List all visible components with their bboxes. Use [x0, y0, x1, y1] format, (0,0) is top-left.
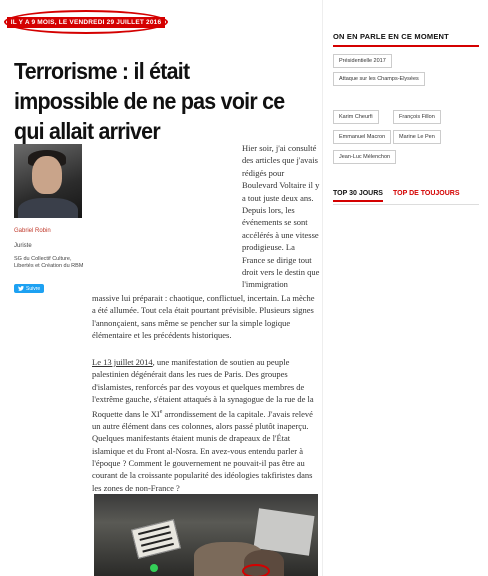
article-paragraph-1-end: massive lui préparait : chaotique, conflictuel, incertain. La mèche a été allumée. Tout cela était pourtant prévisible. Plusieurs signes l'annonçaient, sans même se pencher sur la simple logique élémentaire et les précédents historiques. [92, 293, 315, 341]
tag-marine-le-pen[interactable]: Marine Le Pen [393, 130, 441, 144]
tag-karim-cheurfi[interactable]: Karim Cheurfi [333, 110, 379, 124]
twitter-bird-icon [18, 286, 24, 291]
twitter-follow-button[interactable] [14, 284, 44, 293]
follow-label: Suivre [26, 285, 41, 292]
article-photo [94, 494, 318, 576]
tag-attaque-champs-elysees[interactable]: Attaque sur les Champs-Elysées [333, 72, 425, 86]
date-link[interactable]: Le 13 juillet 2014 [92, 357, 153, 367]
date-badge [4, 10, 168, 34]
author-name-link[interactable]: Gabriel Robin [14, 228, 51, 234]
sidebar [322, 0, 488, 576]
photo-green-light [150, 564, 158, 572]
sidebar-heading: ON EN PARLE EN CE MOMENT [333, 32, 479, 47]
tag-jean-luc-melenchon[interactable]: Jean-Luc Mélenchon [333, 150, 396, 164]
top-tabs [333, 190, 479, 205]
article-paragraph-1-start: Hier soir, j'ai consulté des articles que j'avais rédigés pour Boulevard Voltaire il y a tout juste deux ans. Depuis lors, les événements se sont accélérés à une vitesse prodigieuse. La France se dirige tout droit vers le destin que l'immigration [242, 143, 320, 290]
tag-francois-fillon[interactable]: François Fillon [393, 110, 441, 124]
tab-top-de-toujours[interactable]: TOP DE TOUJOURS [393, 190, 460, 197]
tag-emmanuel-macron[interactable]: Emmanuel Macron [333, 130, 391, 144]
author-role: Juriste [14, 243, 32, 249]
photo-highlight-circle [242, 564, 270, 576]
photo-board [253, 508, 314, 555]
tab-top-30-jours[interactable]: TOP 30 JOURS [333, 190, 383, 202]
date-badge-text: IL Y A 9 MOIS, LE VENDREDI 29 JUILLET 2016 [7, 17, 166, 28]
author-description: SG du Collectif Culture, Libertés et Création du RBM [14, 256, 84, 269]
author-avatar[interactable] [14, 144, 82, 218]
tag-presidentielle[interactable]: Présidentielle 2017 [333, 54, 392, 68]
article-paragraph-2: Le 13 juillet 2014, une manifestation de soutien au peuple palestinien dégénérait dans les rues de Paris. Des groupes d'islamistes, renforcés par des voyous et quelques membres de l'extrême gauche, s'étaient attaqués à la synagogue de la rue de la Roquette dans le XIe arrondissement de la capitale. J'avais relevé un autre élément dans ces colonnes, alors passé plutôt inaperçu. Quelques manifestants étaient munis de drapeaux de l'État islamique et du Front al-Nosra. En avez-vous entendu parler à l'époque ? Comment le gouvernement ne pouvait-il pas être au courant de la croissante popularité des idéologies takfiristes dans les zones de non-France ? [92, 357, 314, 493]
article-title: Terrorisme : il était impossible de ne pas voir ce qui allait arriver [14, 58, 285, 144]
photo-street-sign [131, 519, 181, 559]
